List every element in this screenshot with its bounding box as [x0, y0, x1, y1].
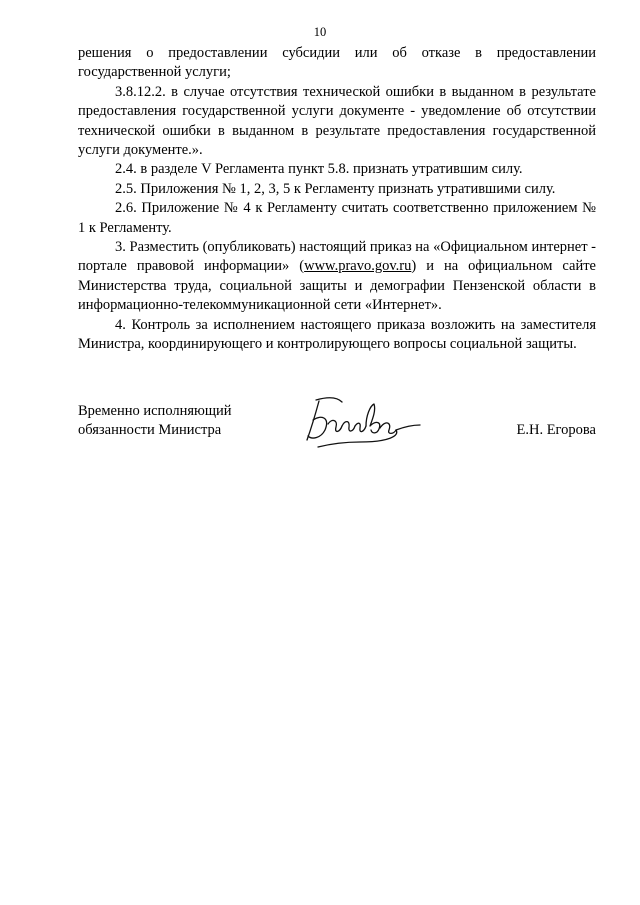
- signatory-position-line-2: обязанности Министра: [78, 422, 222, 439]
- paragraph-text: 2.6. Приложение № 4 к Регламенту считать соответственно приложением № 1 к Регламенту.: [78, 200, 596, 236]
- paragraph-text: ) и на официальном сайте Министерства труда, социальной защиты и демографии Пензенской области в информационно-телекоммуникационной сети «Интернет».: [78, 258, 596, 314]
- document-body: [78, 44, 596, 355]
- paragraph-continuation: [78, 44, 596, 83]
- paragraph-text: решения о предоставлении субсидии или об отказе в предоставлении государственной услуги;: [78, 45, 596, 81]
- signatory-position: [78, 402, 278, 441]
- signatory-name: Е.Н. Егорова: [516, 422, 596, 439]
- pravo-gov-link[interactable]: www.pravo.gov.ru: [304, 258, 412, 275]
- signatory-position-line-1: Временно исполняющий: [78, 403, 232, 419]
- page-number: 10: [313, 25, 327, 39]
- paragraph-2-6: [78, 199, 596, 238]
- paragraph-text: 2.4. в разделе V Регламента пункт 5.8. признать утратившим силу.: [115, 161, 523, 178]
- signature-block: [78, 402, 596, 462]
- paragraph-3-8-12-2: [78, 83, 596, 161]
- handwritten-signature: [292, 394, 432, 454]
- paragraph-text: 3. Разместить (опубликовать) настоящий приказ на «Официальном интернет - портале правовой информации» (: [78, 239, 596, 275]
- paragraph-text: 3.8.12.2. в случае отсутствия технической ошибки в выданном в результате предоставления государственной услуги документе - уведомление об отсутствии технической ошибки в выданном в результате предоставления государственной услуги документе.».: [78, 83, 596, 159]
- paragraph-2-4: [78, 160, 596, 179]
- paragraph-3: [78, 238, 596, 316]
- paragraph-text: 2.5. Приложения № 1, 2, 3, 5 к Регламенту признать утратившими силу.: [115, 180, 556, 197]
- paragraph-4: [78, 316, 596, 355]
- paragraph-2-5: [78, 180, 596, 199]
- paragraph-text: 4. Контроль за исполнением настоящего приказа возложить на заместителя Министра, координирующего и контролирующего вопросы социальной защиты.: [78, 316, 596, 353]
